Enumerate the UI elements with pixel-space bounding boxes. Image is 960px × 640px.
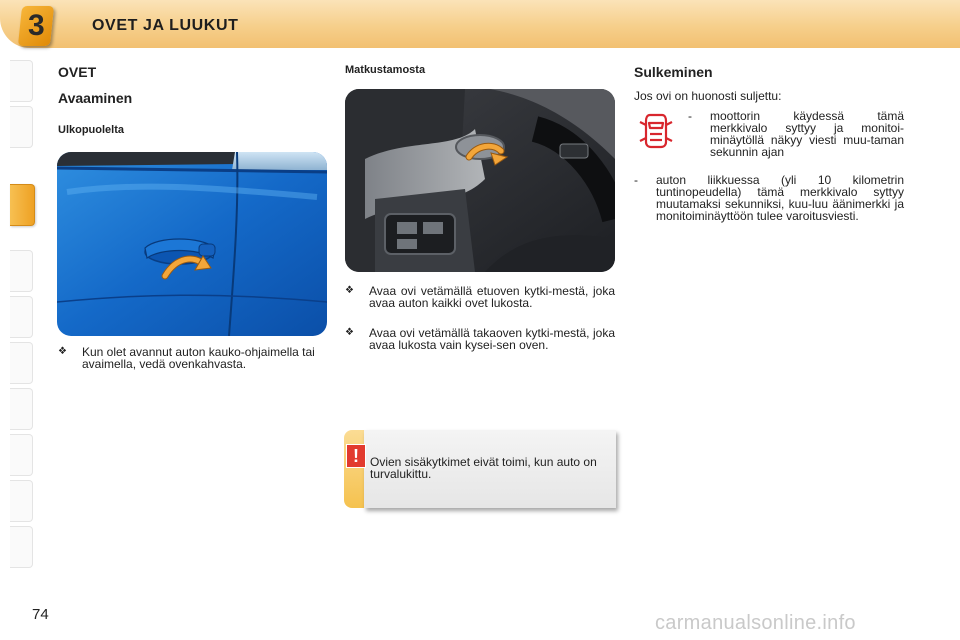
door-exterior-photo	[57, 152, 327, 336]
chapter-tab[interactable]	[10, 296, 33, 338]
door-interior-photo	[345, 89, 615, 272]
chapter-title: OVET JA LUUKUT	[92, 17, 239, 34]
intro-text: Jos ovi on huonosti suljettu:	[634, 89, 782, 103]
section-heading: OVET	[58, 64, 97, 80]
chapter-tab-active[interactable]	[10, 184, 35, 226]
bullet-icon: ❖	[58, 346, 67, 357]
chapter-tab[interactable]	[10, 106, 33, 148]
bullet-icon: ❖	[345, 285, 354, 296]
chapter-number: 3	[27, 9, 45, 42]
dash-mark: -	[688, 109, 692, 123]
door-open-warning-icon	[638, 112, 674, 150]
chapter-tabs	[10, 60, 32, 580]
chapter-tab[interactable]	[10, 526, 33, 568]
dash-mark: -	[634, 173, 638, 187]
bullet-text: Avaa ovi vetämällä takaoven kytki-mestä, joka avaa lukosta vain kysei-sen oven.	[369, 326, 615, 352]
subsection-title: Ulkopuolelta	[58, 124, 125, 136]
chapter-tab[interactable]	[10, 342, 33, 384]
warning-icon: !	[346, 444, 366, 468]
bullet-text: Avaa ovi vetämällä etuoven kytki-mestä, joka avaa auton kaikki ovet lukosta.	[369, 284, 615, 310]
page-number: 74	[32, 606, 49, 623]
subsection-heading: Avaaminen	[58, 90, 133, 106]
dash-item-engine-running	[688, 110, 904, 158]
warning-text: Ovien sisäkytkimet eivät toimi, kun auto on turvalukittu.	[370, 455, 597, 481]
bullet-text: Kun olet avannut auton kauko-ohjaimella tai avaimella, vedä ovenkahvasta.	[82, 345, 315, 371]
chapter-tab[interactable]	[10, 388, 33, 430]
chapter-tab[interactable]	[10, 480, 33, 522]
bullet-front-door	[345, 285, 615, 309]
section-heading: Sulkeminen	[634, 64, 713, 80]
chapter-number-badge	[18, 6, 54, 46]
chapter-tab[interactable]	[10, 60, 33, 102]
warning-bar	[344, 430, 364, 508]
bullet-exterior	[58, 346, 328, 370]
dash-item-vehicle-moving	[634, 174, 904, 222]
dash-text: auton liikkuessa (yli 10 kilometrin tuntinopeudella) tämä merkkivalo syttyy muutamaksi sekunniksi, kuu-luu äänimerkki ja monitoiminäyttöön tulee varoitusviesti.	[656, 173, 904, 223]
bullet-rear-door	[345, 327, 615, 351]
chapter-tab[interactable]	[10, 250, 33, 292]
chapter-tab[interactable]	[10, 434, 33, 476]
dash-text: moottorin käydessä tämä merkkivalo syttyy ja monitoi-minäytöllä näkyy viesti muu-taman sekunnin ajan	[710, 109, 904, 159]
watermark: carmanualsonline.info	[655, 612, 856, 634]
bullet-icon: ❖	[345, 327, 354, 338]
subsection-title: Matkustamosta	[345, 64, 426, 76]
